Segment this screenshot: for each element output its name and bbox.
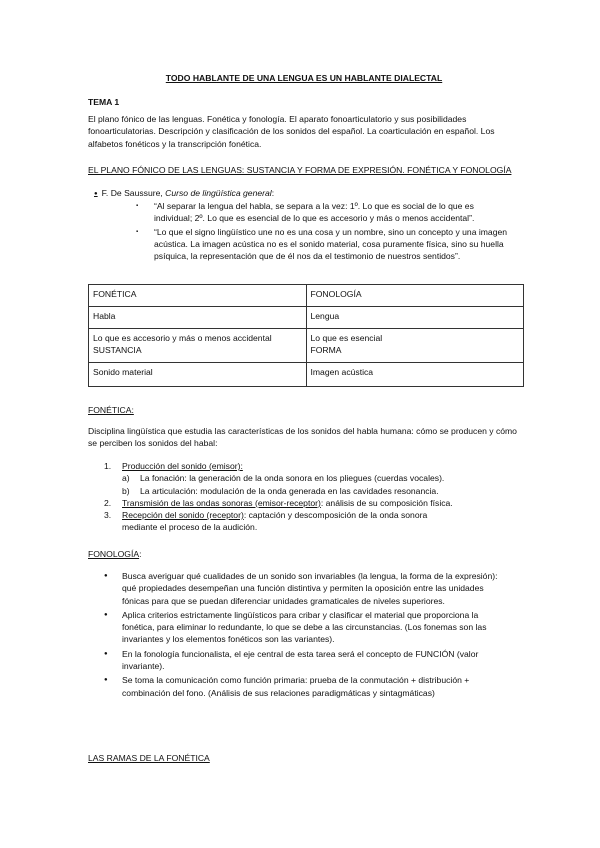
square-bullet-icon: ▪: [136, 228, 139, 235]
fonologia-item: [104, 674, 512, 699]
saussure-quote-text: “Lo que el signo lingüístico une no es una cosa y un nombre, sino un concepto y una imagen acústica. La imagen acústica no es el sonido material, cosa puramente física, sino su huella psíquica, la representación que de él nos da el testimonio de nuestros sentidos”.: [154, 226, 508, 262]
fonologia-heading: FONOLOGÍA: [88, 549, 140, 559]
filled-bullet-icon: ●: [104, 611, 108, 618]
saussure-block: [94, 187, 524, 200]
fonologia-item-text: En la fonología funcionalista, el eje central de esta tarea será el concepto de FUNCIÓN (valor invariante).: [122, 648, 479, 672]
fonologia-item: [104, 570, 512, 607]
table-cell: Lengua: [306, 307, 524, 329]
square-bullet-icon: ▪: [136, 203, 139, 209]
sub-letter: b): [122, 485, 130, 496]
fonetica-item-label: Transmisión de las ondas sonoras (emisor-receptor): [122, 497, 321, 508]
list-number: 1.: [104, 461, 112, 471]
fonetica-definition: Disciplina lingüística que estudia las características de los sonidos del habla humana: cómo se producen y cómo se perciben los sonidos del habal:: [88, 426, 517, 449]
filled-bullet-icon: ●: [104, 650, 108, 657]
saussure-author: F. De Saussure: [101, 188, 161, 198]
filled-bullet-icon: ●: [104, 677, 108, 684]
table-cell: Lo que es accesorio y más o menos accidental SUSTANCIA: [89, 329, 307, 363]
saussure-quote-list: [136, 200, 514, 262]
table-cell: FONOLOGÍA: [306, 285, 524, 307]
fonologia-heading-row: [88, 548, 141, 560]
fonologia-item: [104, 609, 512, 646]
fonetica-subitem: [122, 472, 520, 484]
sub-letter: a): [122, 473, 130, 484]
fonologia-item-text: Se toma la comunicación como función primaria: prueba de la conmutación + distribución + combinación del fono. (Análisis de sus relaciones paradigmáticas y sintagmáticas): [122, 675, 470, 698]
fonetica-item-rest: : captación y descomposición de la onda sonora mediante el proceso de la audición.: [122, 510, 428, 533]
section1-heading: EL PLANO FÓNICO DE LAS LENGUAS: SUSTANCIA Y FORMA DE EXPRESIÓN. FONÉTICA Y FONOLOGÍA: [88, 165, 512, 175]
fonetica-subitem: [122, 485, 520, 497]
saussure-separator: ,: [160, 188, 166, 198]
fonetica-item-label: Recepción del sonido (receptor): [122, 510, 244, 521]
fonologia-item-text: Busca averiguar qué cualidades de un sonido son invariables (la lengua, la forma de la expresión): qué propiedades desempeñan una función distintiva y permiten la oposición entre las unidades fónicas para que se puedan diferenciar unidades gramaticales de niveles superiores.: [122, 571, 498, 606]
table-row: [89, 329, 524, 363]
fonetica-list: [104, 460, 520, 534]
saussure-quote: [136, 200, 514, 225]
saussure-colon: :: [271, 188, 275, 198]
table-cell: FONÉTICA: [89, 285, 307, 307]
table-cell: Habla: [89, 307, 307, 329]
table-cell: Sonido material: [89, 363, 307, 387]
saussure-quote-text: “Al separar la lengua del habla, se separa a la vez: 1º. Lo que es social de lo que es individual; 2º. Lo que es esencial de lo que es accesorio y más o menos accidental”.: [154, 201, 475, 224]
fonetica-fonologia-table: [88, 284, 524, 387]
table-cell: Lo que es esencial FORMA: [306, 329, 524, 363]
list-number: 2.: [104, 497, 112, 508]
fonologia-item-text: Aplica criterios estrictamente lingüísticos para cribar y clasificar el material que proporciona la fonética, para eliminar lo redundante, lo que se debe a las circunstancias. (Los fonemas son las invariantes y los elementos fonéticos son las variantes).: [122, 609, 487, 645]
fonetica-item-label: Producción del sonido (emisor):: [122, 461, 243, 471]
saussure-work: Curso de lingüística general: [165, 188, 272, 198]
document-title: TODO HABLANTE DE UNA LENGUA ES UN HABLANTE DIALECTAL: [165, 73, 443, 83]
table-cell: Imagen acústica: [306, 363, 524, 387]
fonologia-list: [104, 570, 512, 699]
filled-bullet-icon: ●: [94, 191, 98, 197]
fonetica-item-rest: : análisis de su composición física.: [320, 497, 453, 508]
fonologia-item: [104, 648, 512, 673]
intro-paragraph: El plano fónico de las lenguas. Fonética y fonología. El aparato fonoarticulatorio y sus posibilidades fonoarticulatorias. Descripción y clasificación de los sonidos del español. La coarticulación en español. Los alfabetos fonéticos y la transcripción fonética.: [88, 114, 495, 149]
fonetica-item: [104, 509, 462, 534]
filled-bullet-icon: ●: [104, 573, 108, 579]
fonetica-item: [104, 497, 520, 509]
fonetica-subitem-text: La fonación: la generación de la onda sonora en los pliegues (cuerdas vocales).: [140, 473, 445, 484]
fonetica-subitem-text: La articulación: modulación de la onda generada en las cavidades resonancia.: [140, 485, 439, 496]
saussure-quote: [136, 226, 514, 263]
table-row: [89, 307, 524, 329]
tema-label: TEMA 1: [88, 97, 120, 107]
fonologia-heading-colon: :: [139, 549, 142, 559]
section-last-heading: LAS RAMAS DE LA FONÉTICA: [88, 753, 210, 763]
fonetica-heading: FONÉTICA:: [88, 405, 134, 415]
fonetica-item: [104, 460, 520, 472]
table-row: [89, 363, 524, 387]
table-row: [89, 285, 524, 307]
list-number: 3.: [104, 510, 112, 521]
